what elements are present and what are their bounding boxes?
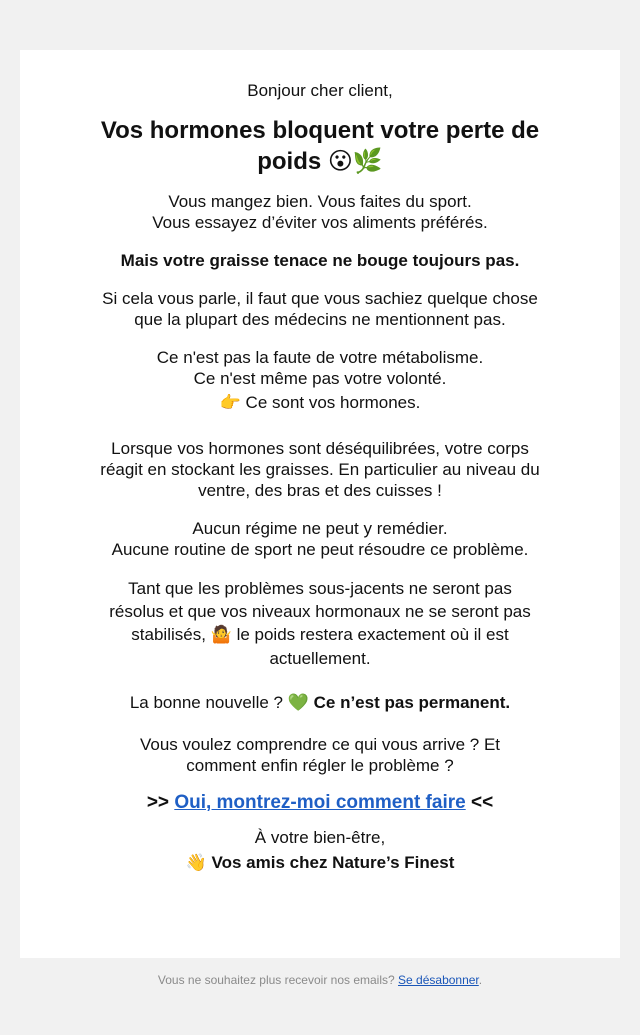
intro-line-1: Vous mangez bien. Vous faites du sport. — [168, 192, 472, 211]
unsubscribe-link[interactable]: Se désabonner — [398, 973, 479, 987]
paragraph-until — [100, 577, 540, 670]
intro-block — [100, 191, 540, 233]
question-block — [100, 734, 540, 776]
paragraph-doctors: Si cela vous parle, il faut que vous sachiez quelque chose que la plupart des médecins ne mentionnent pas. — [102, 289, 538, 329]
surprised-face-herb-icon: 😮🌿 — [327, 147, 383, 175]
question-line-1: Vous voulez comprendre ce qui vous arrive ? Et — [139, 735, 501, 754]
good-news — [100, 692, 540, 714]
signature: Vos amis chez Nature’s Finest — [211, 853, 455, 872]
shrug-icon: 🤷 — [210, 625, 232, 645]
intro-line-2: Vous essayez d’éviter vos aliments préférés. — [152, 213, 488, 232]
footer-period: . — [478, 973, 483, 987]
no-diet: Aucun régime ne peut y remédier. — [192, 519, 448, 538]
email-body — [100, 50, 540, 874]
bold-statement: Mais votre graisse tenace ne bouge toujours pas. — [120, 251, 520, 270]
no-fix-block — [100, 518, 540, 560]
good-news-prefix: La bonne nouvelle ? — [129, 693, 283, 712]
paragraph-until-part-1: Tant que les problèmes sous-jacents ne seront pas résolus et que vos niveaux hormonaux ne se seront pas stabilisés, — [109, 579, 531, 644]
footer — [20, 958, 620, 998]
good-news-bold: Ce n’est pas permanent. — [313, 693, 511, 712]
signature-line — [100, 852, 540, 874]
not-willpower: Ce n'est même pas votre volonté. — [193, 369, 447, 388]
hormones-block — [100, 347, 540, 414]
not-metabolism: Ce n'est pas la faute de votre métabolisme. — [156, 348, 484, 367]
question-line-2: comment enfin régler le problème ? — [186, 756, 454, 775]
green-heart-icon: 💚 — [287, 693, 309, 713]
its-hormones-line — [100, 392, 540, 414]
cta-line — [100, 792, 540, 813]
signoff: À votre bien-être, — [254, 828, 386, 847]
pointing-hand-icon: 👉 — [219, 393, 241, 413]
paragraph-imbalance: Lorsque vos hormones sont déséquilibrées, votre corps réagit en stockant les graisses. En particulier au niveau du ventre, des bras et des cuisses ! — [100, 439, 540, 500]
footer-text: Vous ne souhaitez plus recevoir nos emails? — [157, 973, 395, 987]
paragraph-until-part-2: le poids restera exactement où il est actuellement. — [236, 625, 509, 668]
no-sport: Aucune routine de sport ne peut résoudre ce problème. — [111, 540, 529, 559]
cta-left-arrows: >> — [146, 792, 170, 813]
its-hormones: Ce sont vos hormones. — [245, 393, 421, 412]
cta-right-arrows: << — [470, 792, 494, 813]
cta-link[interactable]: Oui, montrez-moi comment faire — [174, 792, 466, 813]
email-card — [20, 50, 620, 958]
waving-hand-icon: 👋 — [185, 853, 207, 873]
headline — [100, 115, 540, 177]
headline-text: Vos hormones bloquent votre perte de poids — [100, 117, 540, 175]
greeting: Bonjour cher client, — [247, 81, 393, 100]
